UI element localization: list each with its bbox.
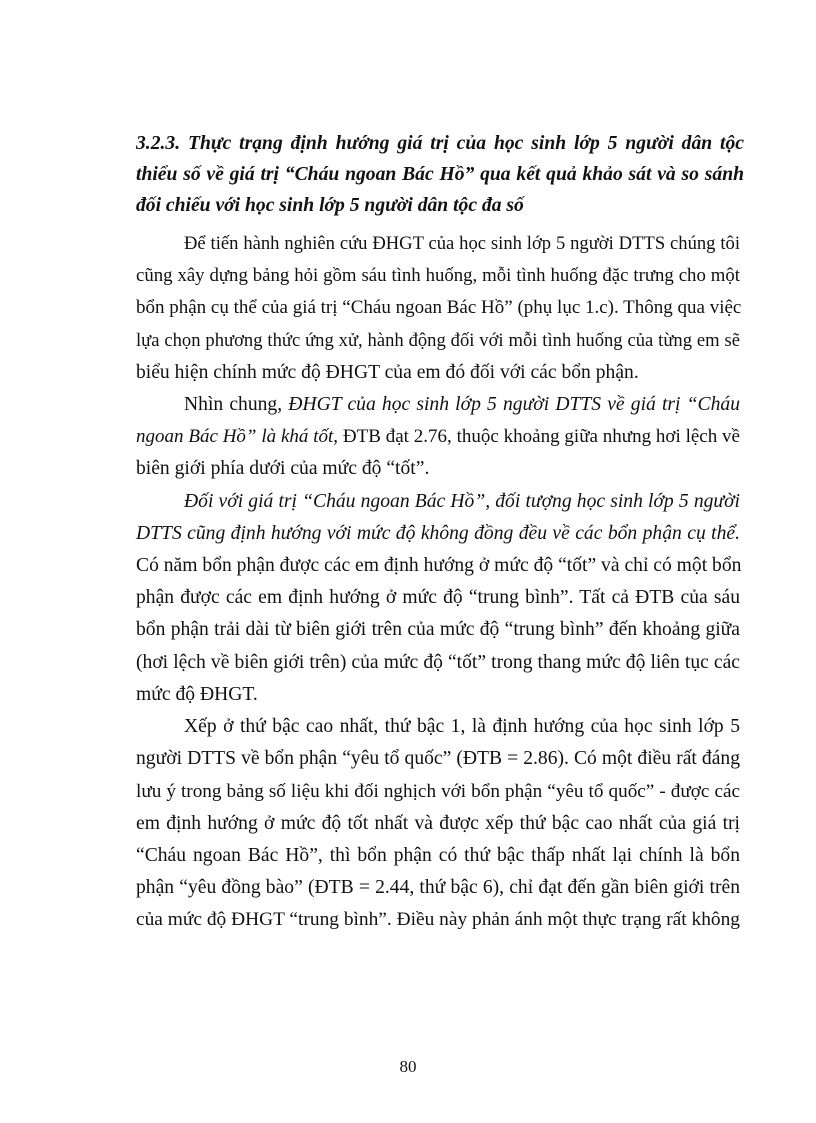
- paragraph-2-line: [136, 421, 740, 452]
- paragraph-2-emphasis: ĐHGT của học sinh lớp 5 người DTTS về giá trị “Cháu: [288, 394, 740, 415]
- paragraph-3-line: (hơi lệch về biên giới trên) của mức độ “tốt” trong thang mức độ liên tục các: [136, 652, 740, 673]
- paragraph-4-line: của mức độ ĐHGT “trung bình”. Điều này phản ánh một thực trạng rất không: [136, 909, 740, 930]
- paragraph-3-line: bổn phận trải dài từ biên giới trên của mức độ “trung bình” đến khoảng giữa: [136, 619, 740, 640]
- paragraph-3-line: Đối với giá trị “Cháu ngoan Bác Hồ”, đối tượng học sinh lớp 5 người: [184, 491, 740, 512]
- section-heading: 3.2.3. Thực trạng định hướng giá trị của học sinh lớp 5 người dân tộc thiểu số về giá trị “Cháu ngoan Bác Hồ” qua kết quả khảo sát và so sánh đối chiếu với học sinh lớp 5 người dân tộc đa số: [136, 133, 744, 216]
- paragraph-2-text: , ĐTB đạt 2.76, thuộc khoảng giữa nhưng hơi lệch về: [333, 426, 740, 447]
- paragraph-4-line: em định hướng ở mức độ tốt nhất và được xếp thứ bậc cao nhất của giá trị: [136, 813, 740, 834]
- paragraph-3-line: mức độ ĐHGT.: [136, 684, 258, 705]
- paragraph-1-line: biểu hiện chính mức độ ĐHGT của em đó đối với các bổn phận.: [136, 362, 639, 383]
- paragraph-1-line: cũng xây dựng bảng hỏi gồm sáu tình huống, mỗi tình huống đặc trưng cho một: [136, 265, 740, 286]
- paragraph-4-line: lưu ý trong bảng số liệu khi đối nghịch với bổn phận “yêu tổ quốc” - được các: [136, 781, 740, 802]
- paragraph-2-text: Nhìn chung,: [184, 394, 289, 415]
- paragraph-2-line: biên giới phía dưới của mức độ “tốt”.: [136, 458, 430, 479]
- paragraph-2-emphasis: ngoan Bác Hồ” là khá tốt: [136, 426, 334, 447]
- paragraph-4-line: phận “yêu đồng bào” (ĐTB = 2.44, thứ bậc 6), chỉ đạt đến gần biên giới trên: [136, 877, 740, 898]
- paragraph-3-line: phận được các em định hướng ở mức độ “trung bình”. Tất cả ĐTB của sáu: [136, 587, 740, 608]
- page-number: 80: [399, 1057, 417, 1076]
- paragraph-4-line: Xếp ở thứ bậc cao nhất, thứ bậc 1, là định hướng của học sinh lớp 5: [184, 716, 740, 737]
- paragraph-1-line: bổn phận cụ thể của giá trị “Cháu ngoan Bác Hồ” (phụ lục 1.c). Thông qua việc: [136, 297, 742, 318]
- paragraph-2-line: [184, 389, 740, 420]
- paragraph-1-line: lựa chọn phương thức ứng xử, hành động đối với mỗi tình huống của từng em sẽ: [136, 330, 740, 351]
- paragraph-3-line: DTTS cũng định hướng với mức độ không đồng đều về các bổn phận cụ thể.: [136, 523, 740, 544]
- paragraph-4-line: “Cháu ngoan Bác Hồ”, thì bổn phận có thứ bậc thấp nhất lại chính là bổn: [136, 845, 740, 866]
- paragraph-4-line: người DTTS về bổn phận “yêu tổ quốc” (ĐTB = 2.86). Có một điều rất đáng: [136, 748, 740, 769]
- paragraph-1-line: Để tiến hành nghiên cứu ĐHGT của học sinh lớp 5 người DTTS chúng tôi: [184, 233, 740, 254]
- paragraph-3-line: Có năm bổn phận được các em định hướng ở mức độ “tốt” và chỉ có một bổn: [136, 555, 742, 576]
